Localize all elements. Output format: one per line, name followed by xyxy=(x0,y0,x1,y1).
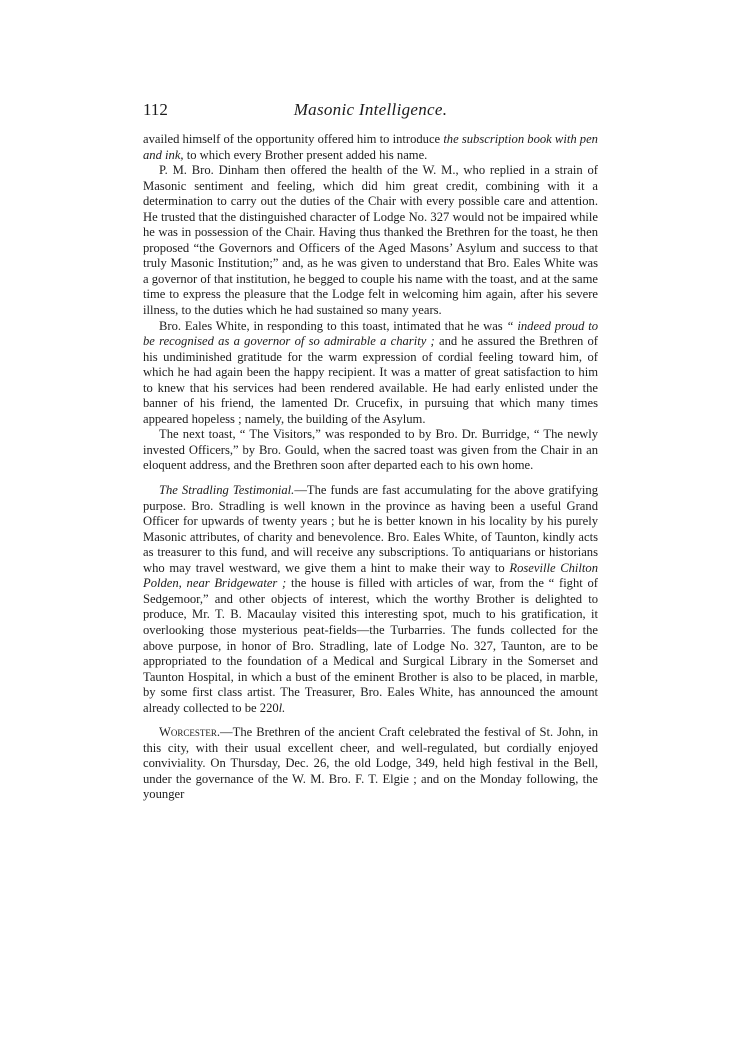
text-run: the house is filled with articles of war, from the “ fight of Sedgemoor,” and other objects of interest, which the worthy Brother is delighted to produce, Mr. T. B. Macaulay visited this interesting spot, much to his gratification, it overlooking those mysterious peat-fields—the Turbarries. The funds collected for the above purpose, in honor of Bro. Stradling, late of Lodge No. 327, Taunton, are to be appropriated to the foundation of a Medical and Surgical Library in the Somerset and Taunton Hospital, in which a bust of the eminent Brother is also to be placed, in marble, by some first class artist. The Treasurer, Bro. Eales White, has announced the amount already collected to be 220 xyxy=(143,576,599,715)
text-run: —The funds are fast accumulating for the above gratifying purpose. Bro. Stradling is well known in the province as having been a useful Grand Officer for upwards of twenty years ; but he is better known in his locality by his purely Masonic attributes, of charity and benevolence. Bro. Eales White, of Taunton, kindly acts as treasurer to this fund, and will receive any subscriptions. To antiquarians or historians who may travel westward, we give them a hint to make their way to xyxy=(143,483,598,575)
paragraph xyxy=(143,483,598,716)
running-title: Masonic Intelligence. xyxy=(293,100,448,119)
text-run: Bro. Eales White, in responding to this toast, intimated that he was xyxy=(159,318,507,333)
italic-text: The Stradling Testimonial. xyxy=(159,483,295,498)
text-run: —The Brethren of the ancient Craft celebrated the festival of St. John, in this city, with their usual excellent cheer, and well-regulated, but cordially enjoyed conviviality. On Thursday, Dec. 26, the old Lodge, 349, held high festival in the Bell, under the governance of the W. M. Bro. F. T. Elgie ; and on the Monday following, the younger xyxy=(143,725,598,802)
text-run: The next toast, “ The Visitors,” was responded to by Bro. Dr. Burridge, “ The newly invested Officers,” by Bro. Gould, when the sacred toast was given from the Chair in an eloquent address, and the Brethren soon after departed each to his own home. xyxy=(143,427,598,473)
page-header xyxy=(143,100,598,126)
italic-text: Roseville Chilton Polden, near Bridgewater ; xyxy=(143,560,598,591)
body-text xyxy=(143,132,598,803)
text-run: P. M. Bro. Dinham then offered the health of the W. M., who replied in a strain of Masonic sentiment and feeling, which did him great credit, combining with it a determination to carry out the duties of the Chair with every possible care and attention. He trusted that the distinguished character of Lodge No. 327 would not be impaired while he was in possession of the Chair. Having thus thanked the Brethren for the toast, he then proposed “the Governors and Officers of the Aged Masons’ Asylum and success to that truly Masonic Institution;” and, as he was given to understand that Bro. Eales White was a governor of that institution, he begged to couple his name with the toast, and at the same time to express the pleasure that the Lodge felt in welcoming him again, after his severe illness, to the duties which he had sustained so many years. xyxy=(143,163,599,318)
paragraph xyxy=(143,427,598,474)
text-run: availed himself of the opportunity offered him to introduce xyxy=(143,132,444,146)
text-run: and he assured the Brethren of his undiminished gratitude for the warm expression of cordial feeling toward him, of which he had again been the happy recipient. It was a matter of great satisfaction to him to knew that his services had been rendered available. He had early enlisted under the banner of his friend, the lamented Dr. Crucefix, in pursuing that which many times appeared hopeless ; namely, the building of the Asylum. xyxy=(143,334,598,426)
page-number: 112 xyxy=(143,100,168,119)
paragraph xyxy=(143,163,598,318)
text-run: to which every Brother present added his name. xyxy=(183,147,428,162)
italic-text: “ indeed proud to be recognised as a governor of so admirable a charity ; xyxy=(143,318,598,349)
italic-text: the subscription book with pen and ink, xyxy=(143,132,598,162)
paragraph xyxy=(143,319,598,428)
paragraph xyxy=(143,725,598,803)
italic-text: l. xyxy=(278,700,286,715)
section-heading: Worcester. xyxy=(159,725,221,740)
paragraph xyxy=(143,132,598,163)
